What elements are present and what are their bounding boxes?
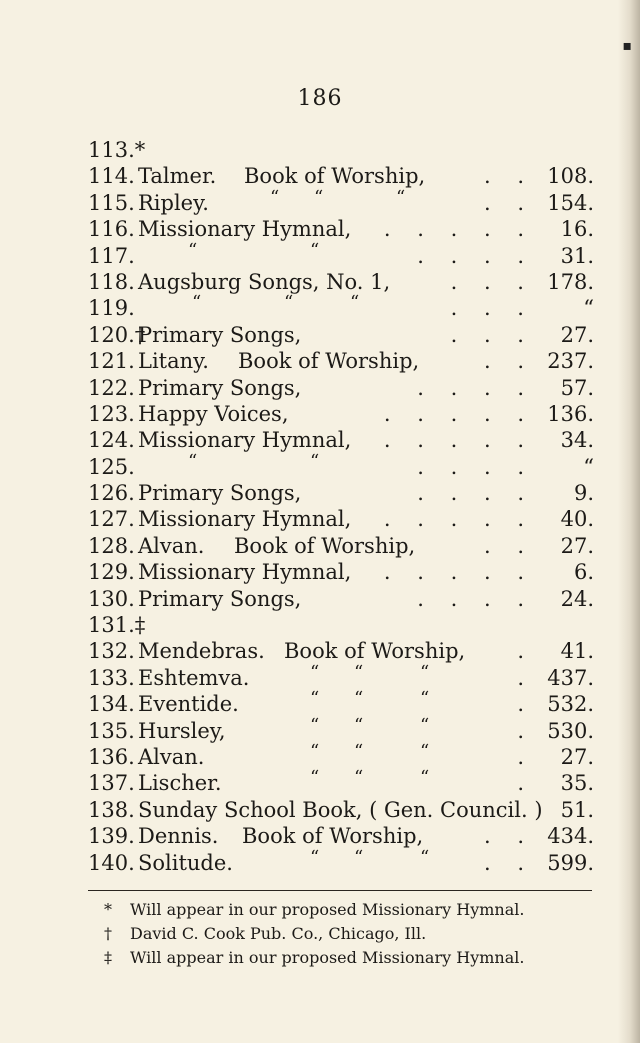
list-item	[88, 612, 598, 638]
entry-title: Missionary Hymnal,	[138, 560, 352, 585]
leader-dots: .	[517, 771, 524, 796]
entry-number: 115.	[88, 190, 135, 215]
list-item	[88, 638, 598, 664]
list-item	[88, 661, 598, 691]
entry-page: 27.	[560, 533, 594, 558]
entry-number: 140.	[88, 850, 135, 875]
leader-dots: . .	[483, 824, 524, 849]
list-item	[88, 450, 598, 480]
entry-title: Augsburg Songs, No. 1,	[138, 269, 391, 294]
ditto-mark: “	[354, 846, 364, 868]
list-item	[88, 740, 598, 770]
entry-page: 27.	[560, 322, 594, 347]
leader-dots: . . . . .	[383, 507, 524, 532]
entry-page: 108.	[547, 164, 594, 189]
entry-number: 130.	[88, 586, 135, 611]
ditto-mark: “	[420, 846, 430, 868]
leader-dots: .	[517, 665, 524, 690]
leader-dots: . . .	[450, 322, 524, 347]
leader-dots: . . . .	[417, 243, 524, 268]
entry-title: Primary Songs,	[138, 375, 302, 400]
ditto-mark: “	[310, 239, 320, 261]
ditto-mark: “	[354, 688, 364, 710]
entry-number: 136.	[88, 744, 135, 769]
list-item	[88, 401, 598, 427]
entry-number: 122.	[88, 375, 135, 400]
entry-title: Sunday School Book, ( Gen. Council. )	[138, 797, 543, 822]
entry-number: 138.	[88, 797, 135, 822]
list-item	[88, 586, 598, 612]
ditto-mark: “	[396, 186, 406, 208]
list-item	[88, 480, 598, 506]
leader-dots: . . . .	[417, 454, 524, 479]
leader-dots: . .	[483, 850, 524, 875]
list-item	[88, 375, 598, 401]
list-item	[88, 427, 598, 453]
entry-title: Primary Songs,	[138, 481, 302, 506]
footnote	[104, 922, 604, 946]
hymn-index-list	[88, 137, 598, 876]
leader-dots: . .	[483, 349, 524, 374]
entry-number: 114.	[88, 164, 135, 189]
entry-number: 113.*	[88, 138, 146, 162]
entry-number: 135.	[88, 718, 135, 743]
entry-page: “	[583, 454, 594, 479]
entry-title: Missionary Hymnal,	[138, 507, 352, 532]
footnote-mark: *	[104, 900, 112, 919]
ditto-mark: “	[354, 661, 364, 683]
entry-title: Alvan.	[138, 533, 205, 558]
entry-book: Book of Worship,	[244, 164, 426, 189]
list-item	[88, 767, 598, 796]
entry-number: 116.	[88, 217, 135, 242]
leader-dots: . .	[483, 533, 524, 558]
entry-number: 137.	[88, 771, 135, 796]
entry-title: Hursley,	[138, 718, 226, 743]
leader-dots: .	[517, 639, 524, 664]
entry-number: 131.‡	[88, 613, 146, 638]
entry-book: Book of Worship,	[238, 349, 420, 374]
entry-page: 599.	[547, 850, 594, 875]
entry-number: 128.	[88, 533, 135, 558]
entry-number: 129.	[88, 560, 135, 585]
leader-dots: . . .	[450, 269, 524, 294]
entry-page: 136.	[547, 401, 594, 426]
entry-page: 434.	[547, 824, 594, 849]
entry-page: 41.	[560, 639, 594, 664]
list-item	[88, 559, 598, 585]
leader-dots: . . . . .	[383, 428, 524, 453]
list-item	[88, 322, 598, 348]
list-item	[88, 348, 598, 374]
entry-number: 126.	[88, 481, 135, 506]
entry-title: Mendebras.	[138, 639, 265, 664]
list-item	[88, 269, 598, 295]
entry-number: 133.	[88, 665, 135, 690]
list-item	[88, 688, 598, 717]
ditto-mark: “	[420, 661, 430, 683]
entry-page: 40.	[560, 507, 594, 532]
entry-title: Solitude.	[138, 850, 233, 875]
list-item	[88, 533, 598, 559]
leader-dots: . . . .	[417, 481, 524, 506]
ditto-mark: “	[314, 186, 324, 208]
entry-number: 134.	[88, 692, 135, 717]
entry-page: “	[583, 296, 594, 321]
entry-title: Missionary Hymnal,	[138, 428, 352, 453]
entry-number: 127.	[88, 507, 135, 532]
entry-number: 119.	[88, 296, 135, 321]
list-item	[88, 714, 598, 744]
entry-page: 35.	[560, 771, 594, 796]
list-item	[88, 823, 598, 849]
entry-page: 178.	[547, 269, 594, 294]
entry-page: 6.	[573, 560, 594, 585]
entry-title: Dennis.	[138, 824, 219, 849]
leader-dots: .	[517, 718, 524, 743]
footnote-rule	[88, 890, 592, 891]
entry-page: 34.	[560, 428, 594, 453]
entry-page: 437.	[547, 665, 594, 690]
entry-book: Book of Worship,	[284, 639, 466, 664]
footnote-text: Will appear in our proposed Missionary Hymnal.	[130, 900, 525, 919]
leader-dots: . . . .	[417, 586, 524, 611]
ditto-mark: “	[310, 767, 320, 789]
ditto-mark: “	[310, 661, 320, 683]
entry-title: Lischer.	[138, 771, 222, 796]
ditto-mark: “	[188, 450, 198, 472]
ditto-mark: “	[284, 292, 294, 314]
entry-page: 154.	[547, 190, 594, 215]
leader-dots: .	[517, 744, 524, 769]
footnote-text: Will appear in our proposed Missionary Hymnal.	[130, 948, 525, 967]
ditto-mark: “	[350, 292, 360, 314]
list-item	[88, 239, 598, 269]
ditto-mark: “	[420, 740, 430, 762]
leader-dots: . . . . .	[383, 217, 524, 242]
ditto-mark: “	[310, 714, 320, 736]
footnotes	[104, 898, 604, 970]
entry-title: Primary Songs,	[138, 322, 302, 347]
ditto-mark: “	[188, 239, 198, 261]
list-item	[88, 216, 598, 242]
footnote-text: David C. Cook Pub. Co., Chicago, Ill.	[130, 924, 427, 943]
list-item	[88, 797, 598, 823]
page-number: 186	[297, 86, 343, 111]
entry-page: 31.	[560, 243, 594, 268]
leader-dots: . . . . .	[383, 560, 524, 585]
ditto-mark: “	[420, 714, 430, 736]
entry-book: Book of Worship,	[234, 533, 416, 558]
corner-mark: ▪	[622, 38, 632, 54]
list-item	[88, 292, 598, 321]
list-item	[88, 137, 598, 163]
entry-title: Primary Songs,	[138, 586, 302, 611]
list-item	[88, 506, 598, 532]
entry-number: 139.	[88, 824, 135, 849]
entry-title: Eshtemva.	[138, 665, 250, 690]
ditto-mark: “	[420, 767, 430, 789]
entry-page: 9.	[573, 481, 594, 506]
entry-book: Book of Worship,	[242, 824, 424, 849]
entry-title: Happy Voices,	[138, 401, 289, 426]
entry-title: Litany.	[138, 349, 209, 374]
footnote	[104, 946, 604, 970]
list-item	[88, 163, 598, 189]
leader-dots: . . . .	[417, 375, 524, 400]
leader-dots: .	[517, 692, 524, 717]
ditto-mark: “	[420, 688, 430, 710]
entry-number: 120.†	[88, 322, 146, 347]
leader-dots: . .	[483, 190, 524, 215]
entry-page: 27.	[560, 744, 594, 769]
entry-page: 532.	[547, 692, 594, 717]
entry-number: 123.	[88, 401, 135, 426]
leader-dots: . . . . .	[383, 401, 524, 426]
footnote-mark: ‡	[104, 948, 112, 967]
entry-page: 57.	[560, 375, 594, 400]
footnote-mark: †	[104, 924, 112, 943]
entry-number: 124.	[88, 428, 135, 453]
entry-page: 51.	[560, 797, 594, 822]
ditto-mark: “	[270, 186, 280, 208]
entry-number: 118.	[88, 269, 135, 294]
entry-number: 121.	[88, 349, 135, 374]
entry-title: Talmer.	[138, 164, 217, 189]
entry-title: Ripley.	[138, 190, 209, 215]
entry-number: 125.	[88, 454, 135, 479]
ditto-mark: “	[354, 740, 364, 762]
ditto-mark: “	[310, 688, 320, 710]
ditto-mark: “	[192, 292, 202, 314]
ditto-mark: “	[310, 450, 320, 472]
ditto-mark: “	[354, 714, 364, 736]
entry-title: Missionary Hymnal,	[138, 217, 352, 242]
entry-page: 237.	[547, 349, 594, 374]
ditto-mark: “	[354, 767, 364, 789]
entry-title: Eventide.	[138, 692, 239, 717]
leader-dots: . . .	[450, 296, 524, 321]
ditto-mark: “	[310, 846, 320, 868]
ditto-mark: “	[310, 740, 320, 762]
list-item	[88, 846, 598, 876]
entry-page: 16.	[560, 217, 594, 242]
entry-page: 530.	[547, 718, 594, 743]
leader-dots: . .	[483, 164, 524, 189]
entry-title: Alvan.	[138, 744, 205, 769]
entry-number: 132.	[88, 639, 135, 664]
list-item	[88, 186, 598, 216]
footnote	[104, 898, 604, 922]
entry-page: 24.	[560, 586, 594, 611]
entry-number: 117.	[88, 243, 135, 268]
